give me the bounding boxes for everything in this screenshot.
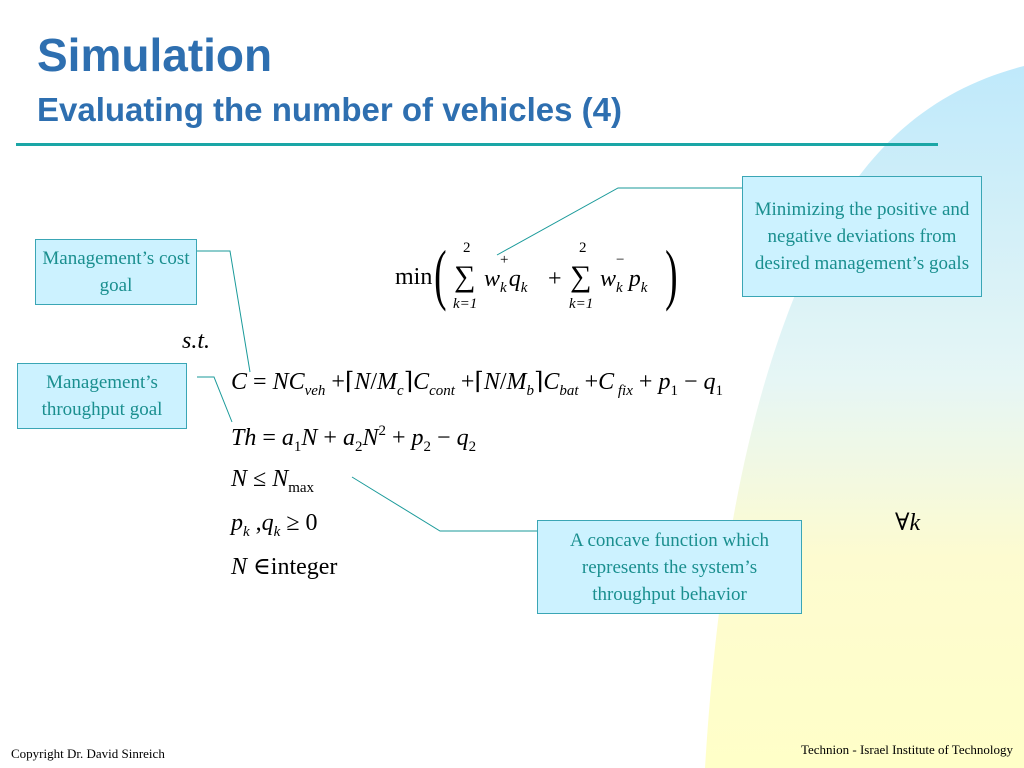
term-1: w + $_kq_k$ — [484, 252, 528, 296]
plus-sign: + — [548, 266, 562, 292]
constraint-max-vehicles: $N \le N_{max}$ — [231, 466, 315, 496]
sum-upper-1: 2 — [463, 240, 471, 256]
slide-title: Simulation — [37, 29, 273, 81]
title-divider — [16, 143, 938, 146]
callout-cost-goal: Management’s cost goal — [35, 239, 197, 305]
sigma-2: ∑ — [570, 260, 592, 293]
forall-k: ∀k — [895, 510, 921, 536]
callout-throughput-goal: Management’s throughput goal — [17, 363, 187, 429]
constraint-cost: $C = NC_{veh}$ $+⌈N/M_c⌉C_{cont}$ $+⌈N/M_b⌉C_{bat} +C$ $_{fix} + p_1 - q_1$ — [231, 369, 723, 399]
slide-subtitle: Evaluating the number of vehicles (4) — [37, 91, 622, 128]
right-paren: ) — [665, 236, 678, 312]
footer-institution: Technion - Israel Institute of Technology — [800, 742, 1013, 757]
footer-copyright: Copyright Dr. David Sinreich — [11, 746, 165, 761]
constraint-integer: N ∈integer — [231, 554, 338, 580]
min-operator: min — [395, 264, 433, 290]
left-paren: ( — [434, 236, 447, 312]
sum-lower-2: k=1 — [569, 296, 594, 312]
sigma-1: ∑ — [454, 260, 476, 293]
constraint-throughput: $Th = a_1N + a_2N^2 + p_2 - q_2$ — [231, 423, 477, 455]
objective-function — [395, 236, 695, 314]
sum-lower-1: k=1 — [453, 296, 478, 312]
sum-upper-2: 2 — [579, 240, 587, 256]
subject-to-label: s.t. — [182, 328, 211, 354]
callout-objective-note: Minimizing the positive and negative deviations from desired management’s goals — [742, 176, 982, 297]
term-2: w − $_k$ $p_k$ — [600, 252, 648, 296]
constraint-nonnegativity: $p_k$ $,q_k \ge 0$ — [231, 510, 318, 540]
callout-concave-note: A concave function which represents the system’s throughput behavior — [537, 520, 802, 614]
